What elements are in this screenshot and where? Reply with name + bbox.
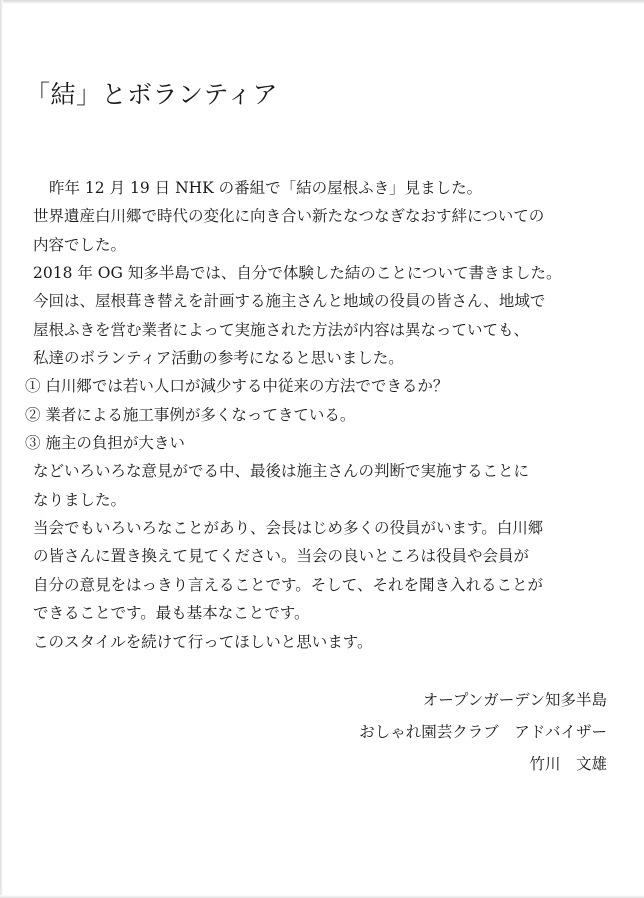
signature-club: おしゃれ園芸クラブ アドバイザー (359, 723, 607, 741)
document-title: 「結」とボランティア (25, 80, 279, 109)
paragraph-line: 屋根ふきを営む業者によって実施された方法が内容は異なっていても、 (33, 320, 530, 339)
signature-block (359, 684, 607, 780)
paragraph-line: の皆さんに置き換えて見てください。当会の良いところは役員や会員が (33, 547, 530, 566)
list-item: ③ 施主の負担が大きい (25, 434, 185, 453)
paragraph-line: 私達のボランティア活動の参考になると思いました。 (33, 349, 404, 368)
paragraph-line: なりました。 (33, 490, 127, 509)
paragraph-line: 今回は、屋根葺き替えを計画する施主さんと地域の役員の皆さん、地域で (33, 292, 546, 311)
list-item: ② 業者による施工事例が多くなってきている。 (25, 405, 356, 424)
signature-organization: オープンガーデン知多半島 (422, 691, 607, 709)
signature-name: 竹川 文雄 (529, 755, 607, 773)
list-item: ① 白川郷では若い人口が減少する中従来の方法でできるか？ (25, 377, 449, 396)
paragraph-line: などいろいろな意見がでる中、最後は施主さんの判断で実施することに (33, 462, 530, 481)
page-top-edge (0, 0, 644, 4)
paragraph-line: 2018 年 OG 知多半島では、自分で体験した結のことについて書きました。 (33, 264, 562, 283)
page-left-edge (0, 0, 3, 898)
document-body (25, 174, 623, 656)
paragraph-line: このスタイルを続けて行ってほしいと思います。 (33, 632, 373, 651)
paragraph-line: 内容でした。 (33, 235, 127, 254)
paragraph-line: できることです。最も基本なことです。 (33, 604, 310, 623)
paragraph-line: 昨年 12 月 19 日 NHK の番組で「結の屋根ふき」見ました。 (49, 179, 483, 197)
paragraph-line: 自分の意見をはっきり言えることです。そして、それを聞き入れることが (33, 575, 543, 594)
paragraph-line: 当会でもいろいろなことがあり、会長はじめ多くの役員がいます。白川郷 (33, 519, 544, 538)
paragraph-line: 世界遺産白川郷で時代の変化に向き合い新たなつなぎなおす絆についての (33, 207, 545, 226)
